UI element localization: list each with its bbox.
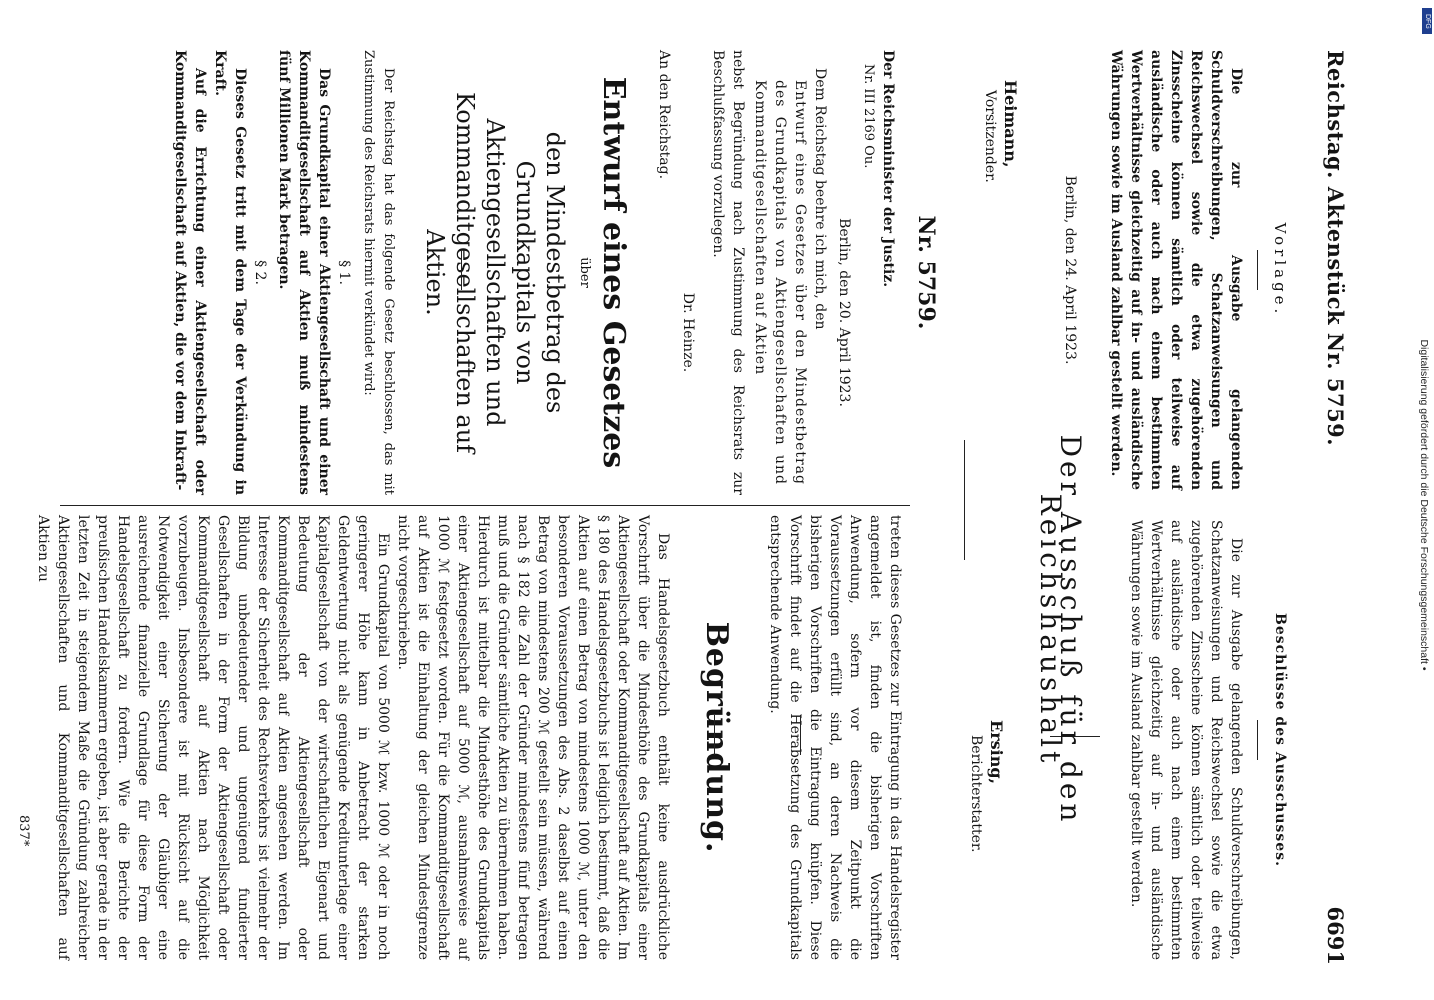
entwurf-ueber: über xyxy=(577,257,592,288)
vorlage-section xyxy=(980,50,1290,490)
letter-closing: nebst Begründung nach Zustimmung des Reichsrats zur Beschlußfassung vorzulegen. xyxy=(710,50,746,495)
letter-signer: Dr. Heinze. xyxy=(680,292,696,373)
paragraph-2-text-b: Auf die Errichtung einer Aktiengesellschaft oder Kommanditgesellschaft auf Aktien, die vor dem Inkraft- xyxy=(172,50,208,495)
left-lower-column xyxy=(170,50,940,495)
letter-date: Berlin, den 20. April 1923. xyxy=(836,218,852,407)
beschluesse-section xyxy=(966,520,1290,960)
paragraph-1-heading: § 1. xyxy=(336,260,352,285)
section-divider xyxy=(964,440,965,560)
paragraph-2-heading: § 2. xyxy=(252,260,268,285)
begruendung-heading: Begründung. xyxy=(699,621,734,854)
right-lower-column xyxy=(13,515,905,960)
dfg-logo: DFG xyxy=(1422,8,1432,34)
page-header xyxy=(1325,30,1355,965)
begruendung-paragraph-1: Das Handelsgesetzbuch enthält keine ausdrückliche Vorschrift über die Mindesthöhe des Grundkapitals einer Aktiengesellschaft oder Kommanditgesellschaft auf Aktien. Im § 180 des Handelsgesetzbuchs ist lediglich bestimmt, daß die Aktien auf einen Betrag von mindestens 1000 ℳ, unter den besonderen Voraussetzungen des Abs. 2 daselbst auf einen Betrag von mindestens 200 ℳ gestellt sein müssen, während nach § 182 die Zahl der Gründer mindestens fünf betragen muß und die Gründer sämtliche Aktien zu übernehmen haben. Hierdurch ist mittelbar die Mindesthöhe des Grundkapitals einer Aktiengesellschaft auf 5000 ℳ, ausnahmsweise auf 1000 ℳ festgesetzt worden. Für die Kommanditgesellschaft auf Aktien ist die Einhaltung der gleichen Mindestgrenze nicht vorgeschrieben. xyxy=(395,515,671,960)
digitization-credit xyxy=(1415,10,1434,1000)
vorlage-signer-name: Heimann, xyxy=(1001,80,1020,168)
beschluesse-heading: Beschlüsse des Ausschusses. xyxy=(1272,613,1288,867)
vorlage-text: Die zur Ausgabe gelangenden Schuldverschreibungen, Schatzanweisungen und Reichswechsel sowie die etwa zugehörenden Zinsscheine können sämtlich oder teilweise auf ausländische oder auch nach einem bestimmten Wertverhältnisse gleichzeitig auf in- und ausländische Währungen sowie im Ausland zahlbar gestellt werden. xyxy=(1108,50,1244,490)
letter-intro: Dem Reichstag beehre ich mich, den xyxy=(812,68,828,330)
law-title: den Mindestbetrag des Grundkapitals von Aktiengesellschaften und Kommanditgesellschaften auf Aktien. xyxy=(421,91,569,454)
beschluesse-signer-role: Berichterstatter. xyxy=(968,735,984,853)
credit-text: Digitalisierung gefördert durch die Deutsche Forschungsgemeinschaft • xyxy=(1418,339,1430,671)
paragraph-1-text: Das Grundkapital einer Aktiengesellschaft und einer Kommanditgesellschaft auf Aktien muß mindestens fünf Millionen Mark betragen. xyxy=(276,50,332,495)
vorlage-heading: Vorlage. xyxy=(1271,222,1289,318)
paragraph-2-text: Dieses Gesetz tritt mit dem Tage der Verkündung in Kraft. xyxy=(212,50,248,495)
vorlage-date: Berlin, den 24. April 1923. xyxy=(1062,175,1078,365)
begruendung-paragraph-2: Ein Grundkapital von 5000 ℳ bzw. 1000 ℳ oder in noch geringerer Höhe kann in Anbetracht der starken Geldentwertung nicht als genügende Kreditunterlage einer Kapitalgesellschaft von der wirtschaftlichen Eigenart und Bedeutung der Aktiengesellschaft oder Kommanditgesellschaft auf Aktien angesehen werden. Im Interesse der Sicherheit des Rechtsverkehrs ist vielmehr der Bildung unbedeutender und ungenügend fundierter Gesellschaften in der Form der Aktiengesellschaft oder Kommanditgesellschaft auf Aktien nach Möglichkeit vorzubeugen. Insbesondere ist mit Rücksicht auf die Notwendigkeit einer Sicherung der Gläubiger eine ausreichende finanzielle Grundlage für diese Form der Handelsgesellschaft zu fordern. Wie die Berichte der preußischen Handelskammern ergeben, ist aber gerade in der letzten Zeit in steigendem Maße die Gründung zahlreicher Aktiengesellschaften und Kommanditgesellschaften auf Aktien zu xyxy=(35,515,391,960)
preamble: Der Reichstag hat das folgende Gesetz beschlossen, das mit Zustimmung des Reichsrats hiermit verkündet wird: xyxy=(361,50,396,495)
committee-name: Der Ausschuß für den Reichshaushalt xyxy=(1034,434,1087,826)
entwurf-heading: Entwurf eines Gesetzes xyxy=(596,76,631,469)
divider xyxy=(800,715,801,755)
divider xyxy=(714,715,715,755)
divider xyxy=(1257,720,1258,760)
minister-heading: Der Reichsminister der Justiz. xyxy=(880,50,896,288)
beschluesse-text: Die zur Ausgabe gelangenden Schuldverschreibungen, Schatzanweisungen und Reichswechsel sowie die etwa zugehörenden Zinsscheine können sämtlich oder teilweise auf ausländische oder auch nach einem bestimmten Wertverhältnisse gleichzeitig auf in- und ausländische Währungen sowie im Ausland zahlbar gestellt werden. xyxy=(1128,520,1244,960)
law-continuation: treten dieses Gesetzes zur Eintragung in das Handelsregister angemeldet ist, finden die bisherigen Vorschriften Anwendung, sofern vor diesem Zeitpunkt die Voraussetzungen erfüllt sind, an deren Nachweis die bisherigen Vorschriften die Eintragung knüpfen. Diese Vorschrift findet auf die Herabsetzung des Grundkapitals entsprechende Anwendung. xyxy=(767,515,903,960)
vorlage-signer-role: Vorsitzender. xyxy=(982,90,998,183)
page-number: 6691 xyxy=(1323,906,1348,965)
beschluesse-signer-name: Ersing, xyxy=(987,720,1006,785)
column-divider xyxy=(60,505,910,506)
draft-title: Entwurf eines Gesetzes über den Mindestbetrag des Grundkapitals von Aktiengesellschaften und Kommanditgesellschaften auf Aktien xyxy=(752,80,808,485)
divider xyxy=(1257,250,1258,290)
divider xyxy=(461,250,462,290)
reference-number: Nr. III 2169 Ou. xyxy=(861,64,876,169)
header-title: Reichstag. Aktenstück Nr. 5759. xyxy=(1323,50,1348,447)
signature-mark: 837* xyxy=(16,815,31,847)
addressee: An den Reichstag. xyxy=(656,50,672,180)
document-number: Nr. 5759. xyxy=(913,215,939,330)
